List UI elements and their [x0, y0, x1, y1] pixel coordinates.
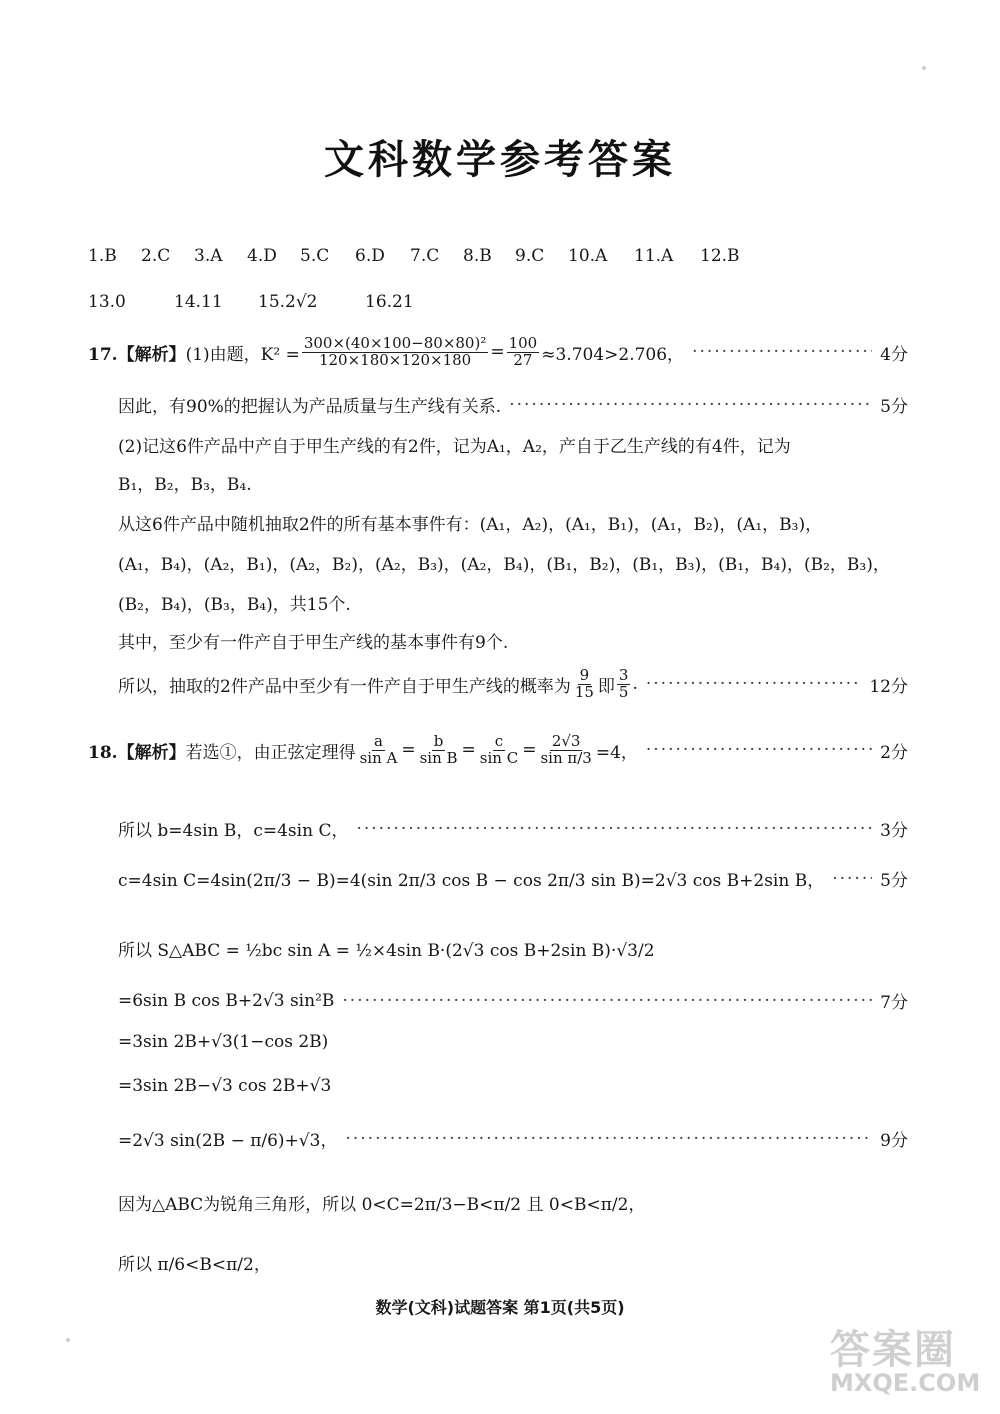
- probability-fraction-simplified: [617, 668, 631, 701]
- sine-law-fraction: [418, 734, 460, 767]
- watermark-url: MXQE.COM: [830, 1369, 981, 1397]
- corner-mark-top: [922, 66, 926, 70]
- answer-item: 8.B: [463, 246, 492, 266]
- answer-item: 12.B: [700, 246, 740, 266]
- q17-line-9-post: .: [632, 674, 638, 695]
- q18-line-7: =3sin 2B−√3 cos 2B+√3: [118, 1076, 332, 1096]
- leader-dots: [646, 674, 861, 694]
- q17-line-7: (B₂，B₄)，(B₃，B₄)，共15个.: [118, 595, 351, 615]
- q18-line-2-text: 所以 b=4sin B，c=4sin C，: [118, 821, 349, 841]
- fraction-denominator: 120×180×120×180: [318, 350, 472, 369]
- leader-dots: [692, 342, 872, 362]
- answer-item: 16.21: [365, 292, 414, 312]
- q18-line-1: 18.【解析】 若选①，由正弦定理得 $\frac{a}{\text{sin A}}$ = $\frac{b}{\text{sin B}}$ = $\frac{c}{\text{sin C}}$ = $\frac{2√3}{\text{sin π/3}}$ =4， ····· 2分: [88, 734, 908, 767]
- score-label: 5分: [880, 871, 908, 891]
- sine-law-fraction: [538, 734, 593, 767]
- answer-item: 1.B: [88, 246, 117, 266]
- q18-line-1-pre: 若选①，由正弦定理得: [185, 742, 356, 763]
- q18-line-5: [118, 988, 908, 1013]
- score-label: 2分: [880, 742, 908, 763]
- score-label: 9分: [880, 1131, 908, 1151]
- q18-line-6: =3sin 2B+√3(1−cos 2B): [118, 1032, 329, 1052]
- answer-item: 15.2√2: [258, 292, 318, 312]
- q18-line-4: 所以 S△ABC = ½bc sin A = ½×4sin B·(2√3 cos B+2sin B)·√3/2: [118, 941, 655, 961]
- q18-line-1-post: =4，: [595, 742, 638, 763]
- fraction-denominator: sin C: [479, 748, 519, 767]
- answer-item: 10.A: [568, 246, 608, 266]
- equals-sign: =: [490, 342, 505, 363]
- fraction-numerator: 300×(40×100−80×80)²: [303, 334, 487, 352]
- q17-tag: 17.【解析】: [88, 344, 186, 365]
- fraction-denominator: 27: [513, 350, 533, 369]
- q17-line-1-post: ≈3.704>2.706，: [541, 344, 685, 365]
- q18-tag: 18.【解析】: [88, 742, 186, 763]
- q18-line-3-text: c=4sin C=4sin(2π/3 − B)=4(sin 2π/3 cos B − cos 2π/3 sin B)=2√3 cos B+2sin B，: [118, 871, 825, 891]
- score-label: 5分: [880, 397, 908, 417]
- answer-item: 3.A: [194, 246, 223, 266]
- q17-line-3: (2)记这6件产品中产自于甲生产线的有2件，记为A₁，A₂，产自于乙生产线的有4件，记为: [118, 437, 791, 457]
- q17-line-4: B₁，B₂，B₃，B₄.: [118, 475, 252, 495]
- page-footer: 数学(文科)试题答案 第1页(共5页): [375, 1298, 625, 1317]
- score-label: 7分: [880, 993, 908, 1013]
- watermark-logo: [830, 1318, 980, 1398]
- sine-law-fraction: [478, 734, 520, 767]
- page-title: 文科数学参考答案: [324, 137, 676, 183]
- fraction-denominator: 5: [618, 682, 629, 701]
- sine-law-fraction: [358, 734, 400, 767]
- answer-item: 6.D: [355, 246, 385, 266]
- q17-k2-fraction-simplified: [507, 336, 540, 369]
- probability-fraction: [573, 668, 596, 701]
- q17-k2-fraction: [302, 336, 489, 369]
- score-label: 4分: [880, 344, 908, 365]
- answer-item: 5.C: [300, 246, 330, 266]
- fraction-denominator: sin π/3: [540, 748, 592, 767]
- corner-mark-bottom: [66, 1338, 70, 1342]
- leader-dots: [509, 395, 872, 415]
- q17-line-2-text: 因此，有90%的把握认为产品质量与生产线有关系.: [118, 397, 502, 417]
- q17-line-9-mid: 即: [597, 676, 615, 697]
- q18-line-2: [118, 816, 908, 841]
- fraction-numerator: 3: [618, 666, 629, 684]
- fraction-denominator: 15: [574, 682, 594, 701]
- leader-dots: [832, 869, 872, 889]
- fraction-numerator: 9: [579, 666, 590, 684]
- score-label: 12分: [869, 676, 908, 697]
- answer-item: 14.11: [174, 292, 223, 312]
- q18-line-3: [118, 866, 908, 891]
- fraction-numerator: c: [494, 732, 504, 750]
- fraction-numerator: b: [433, 732, 444, 750]
- score-label: 3分: [880, 821, 908, 841]
- q17-line-5: 从这6件产品中随机抽取2件的所有基本事件有：(A₁，A₂)，(A₁，B₁)，(A₁，B₂)，(A₁，B₃)，: [118, 515, 823, 535]
- answer-item: 9.C: [515, 246, 545, 266]
- leader-dots: [646, 740, 872, 760]
- leader-dots: [342, 991, 872, 1011]
- fraction-denominator: sin B: [419, 748, 458, 767]
- watermark-text: 答案圈: [830, 1327, 956, 1373]
- q17-line-1-pre: (1)由题，K² =: [185, 344, 300, 365]
- fraction-numerator: 100: [508, 334, 538, 352]
- fraction-numerator: 2√3: [551, 732, 581, 750]
- leader-dots: [345, 1129, 872, 1149]
- q17-line-9-pre: 所以，抽取的2件产品中至少有一件产自于甲生产线的概率为: [118, 676, 571, 697]
- answer-item: 13.0: [88, 292, 126, 312]
- leader-dots: [356, 819, 872, 839]
- q17-line-1: [88, 336, 908, 369]
- q17-line-6: (A₁，B₄)，(A₂，B₁)，(A₂，B₂)，(A₂，B₃)，(A₂，B₄)，(B₁，B₂)，(B₁，B₃)，(B₁，B₄)，(B₂，B₃)，: [118, 555, 890, 575]
- q18-line-9: 因为△ABC为锐角三角形，所以 0<C=2π/3−B<π/2 且 0<B<π/2，: [118, 1195, 646, 1215]
- answer-item: 7.C: [410, 246, 440, 266]
- q18-line-10: 所以 π/6<B<π/2，: [118, 1255, 271, 1275]
- answer-item: 11.A: [634, 246, 674, 266]
- q18-line-5-text: =6sin B cos B+2√3 sin²B: [118, 990, 335, 1011]
- q17-line-9: [118, 668, 908, 701]
- fraction-denominator: sin A: [359, 748, 398, 767]
- answer-item: 4.D: [247, 246, 277, 266]
- q18-line-8-text: =2√3 sin(2B − π/6)+√3，: [118, 1131, 338, 1151]
- answer-item: 2.C: [141, 246, 171, 266]
- fraction-numerator: a: [373, 732, 383, 750]
- q17-line-8: 其中，至少有一件产自于甲生产线的基本事件有9个.: [118, 633, 509, 653]
- q18-line-8: [118, 1126, 908, 1151]
- q17-line-2: [118, 392, 908, 417]
